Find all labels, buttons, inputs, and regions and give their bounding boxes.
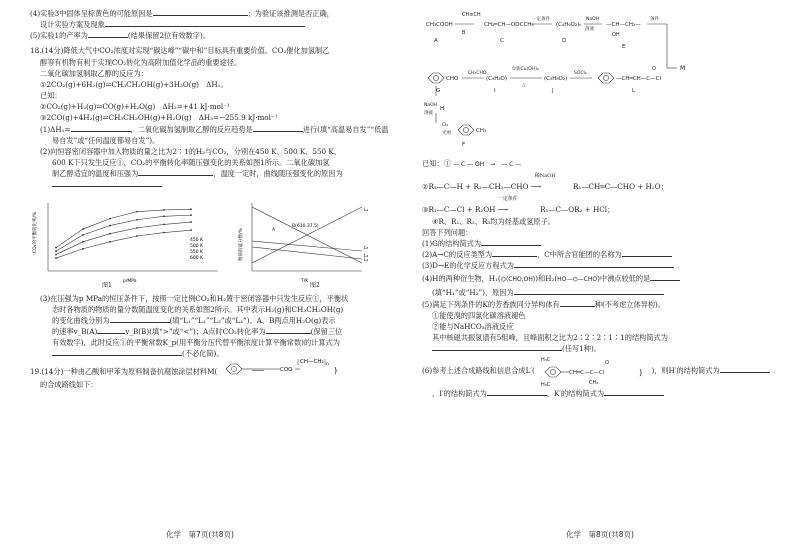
svg-text:(C₄H₆O₂)ₙ: (C₄H₆O₂)ₙ <box>556 22 582 28</box>
fig1-point <box>190 214 192 216</box>
svg-text:CH—CH₂: CH—CH₂ <box>299 359 324 366</box>
q19-4: (4)H的两种衍生物，H₁(⌬(CHO,OH))和H₂(HO—⌬—CHO)中沸点较低的是 <box>422 271 784 287</box>
svg-text:CH₃COOH: CH₃COOH <box>426 22 453 28</box>
svg-text:H₃C: H₃C <box>541 382 551 389</box>
q19-3: (3)D→E的化学反应方程式为 <box>422 260 784 271</box>
svg-text:B: B <box>462 30 466 36</box>
svg-text:一定条件: 一定条件 <box>532 17 550 22</box>
fig1-xlabel: p/MPa <box>123 278 137 284</box>
svg-text:①新Cu(OH)₂: ①新Cu(OH)₂ <box>512 67 539 72</box>
fig1-series-3 <box>56 230 191 258</box>
fig2-curve-label: L₁ <box>364 207 369 213</box>
q19-6c: ，I′的结构简式为 ，K′的结构简式为 <box>422 388 784 399</box>
svg-text:A: A <box>434 38 438 44</box>
q18-p3i: (不必化简)。 <box>30 348 386 359</box>
svg-text:O: O <box>652 66 656 72</box>
fig1-point <box>55 250 57 252</box>
polymer-m-structure <box>220 357 340 379</box>
answer-blank[interactable] <box>88 30 128 38</box>
fig1-point <box>55 257 57 259</box>
fig1-point <box>109 232 111 234</box>
svg-text:E: E <box>622 44 626 50</box>
q18-r3: ③2CO(g)+4H₂(g)⇌CH₃CH₂OH(g)+H₂O(g) ΔH₃=−255.9 kJ·mol⁻¹ <box>40 113 278 123</box>
fig2-curve-label: L₄ <box>364 253 369 259</box>
svg-text:—CH═CH—C—Cl: —CH═CH—C—Cl <box>616 76 661 82</box>
q18-head: 18.(14分)降低大气中CO₂浓度对实现“碳达峰”“碳中和”目标具有重要价值。CO₂催化加氢制乙 <box>30 46 330 56</box>
svg-text:CH₂═CH—OOCCH₃: CH₂═CH—OOCCH₃ <box>484 22 534 28</box>
fig1-point <box>136 210 138 212</box>
svg-text:△: △ <box>522 83 526 88</box>
svg-text:条件: 条件 <box>650 17 659 22</box>
answer-blank[interactable] <box>253 124 303 132</box>
q17-4b: 设计实验方案及现象 <box>30 19 386 30</box>
fig1-point <box>136 235 138 237</box>
svg-text:): ) <box>639 368 643 378</box>
q18-p2b: 600 K下只发生反应①，CO₂的平衡转化率随压强变化的关系如图1所示。二氧化碳加氢 <box>52 158 330 168</box>
q19-1: (1)G的结构简式为 <box>422 238 784 249</box>
answer-blank[interactable] <box>604 388 664 396</box>
fig2-point-b: B(610,37.5) <box>292 223 319 229</box>
fig1-series-2 <box>56 222 191 254</box>
answer-blank[interactable] <box>432 343 562 351</box>
q19-head: 19.(14分)一种由乙酸和甲苯为原料制备抗腐蚀涂层材料M( COO CH—CH₂ n ) <box>30 365 386 379</box>
svg-text:NaOH: NaOH <box>424 103 438 108</box>
page-right <box>400 0 800 551</box>
q17-5: (5)实验1的产率为 (结果保留2位有效数字)。 <box>30 31 210 41</box>
svg-text:): ) <box>333 366 337 376</box>
q19-6: (6)参考上述合成路线和信息合成L′( H₃C H₃C CH═C—C—Cl O CH₃ ) )，则H′的结构简式为 <box>422 354 784 388</box>
fig2-ylabel: 物质的量分数/% <box>239 227 244 261</box>
fig2-curve-label: L₂ <box>364 257 369 263</box>
q18-p1d: 易自发”或“任何温度都易自发”)。 <box>52 135 160 145</box>
fig1-point <box>163 223 165 225</box>
q18-l2: 醇等有机物有利于实现CO₂转化为高附加值化学品的重要途径。 <box>40 57 242 67</box>
svg-text:C: C <box>500 38 504 44</box>
svg-text:(C₉H₈O₂): (C₉H₈O₂) <box>544 76 568 82</box>
q18-p1: (1)ΔH₁= ，二氧化碳加氢制取乙醇的反应趋势是 进行(填“高温易自发”“低温 <box>40 124 389 134</box>
fig1-point <box>163 215 165 217</box>
q19-5d: ②能与NaHCO₃溶液反应 <box>432 321 514 331</box>
svg-text:F: F <box>462 142 466 148</box>
answer-blank[interactable] <box>97 326 125 334</box>
fig1-legend-item: 550 K <box>190 249 203 255</box>
q19-5f: (任写1种)。 <box>422 343 784 354</box>
svg-text:M: M <box>680 65 686 72</box>
q19-l2: 的合成路线如下： <box>40 380 98 390</box>
fig2-point-a: A <box>272 227 276 233</box>
known-3: ③R₁—C—Cl + R₂OH 一定条件 ⟶ R₁—C—OR₂ + HCl； <box>422 196 615 215</box>
fig2-series-3 <box>252 247 362 259</box>
q19-5: (5)满足下列条件的K的芳香族同分异构体有 种(不考虑立体异构)。 <box>422 299 666 309</box>
svg-text:CH₃: CH₃ <box>476 128 487 134</box>
answer-blank[interactable] <box>71 124 131 132</box>
fig2-caption: 图2 <box>310 281 320 289</box>
answer-blank[interactable] <box>560 299 595 307</box>
q18-r2: ②CO₂(g)+H₂(g)⇌CO(g)+H₂O(g) ΔH₂=+41 kJ·mol⁻¹ <box>40 102 230 112</box>
q18-p3h: 有效数字)，此时反应①的平衡常数K_p(用平衡分压代替平衡浓度计算平衡常数)的计算式为 <box>52 338 340 348</box>
svg-text:I: I <box>494 88 496 94</box>
fig1-point <box>109 240 111 242</box>
page-footer-right: 化学 第8页(共8页) <box>566 530 634 540</box>
answer-blank[interactable] <box>105 19 305 27</box>
fig1-point <box>163 209 165 211</box>
q18-known: 已知： <box>40 91 62 101</box>
answer-blank[interactable] <box>622 249 672 257</box>
q19-5c: ①能使溴的四氯化碳溶液褪色 <box>432 310 526 320</box>
fig1-series-1 <box>56 215 191 251</box>
fig1-legend-item: 600 K <box>190 255 203 261</box>
fig1-caption: 图1 <box>102 281 112 289</box>
answer-blank[interactable] <box>110 315 170 323</box>
q19-5e: 其中核磁共振氢谱有5组峰，且峰面积之比为2∶2∶2∶1∶1的结构简式为 <box>432 333 668 343</box>
fig1-chart <box>30 193 380 293</box>
answer-blank[interactable] <box>514 287 664 295</box>
q19-2: (2)A→C的反应类型为 ，C中所含官能团的名称为 <box>422 249 784 260</box>
answer-blank[interactable] <box>650 273 680 281</box>
svg-text:COO: COO <box>279 367 293 374</box>
fig1-series-0 <box>56 209 191 247</box>
svg-text:—CH—CH₂—: —CH—CH₂— <box>606 22 641 28</box>
answer-blank[interactable] <box>52 179 162 187</box>
svg-text:OH: OH <box>612 32 620 38</box>
svg-text:O: O <box>605 360 610 367</box>
fig1-point <box>163 231 165 233</box>
svg-text:溶液: 溶液 <box>424 111 433 116</box>
fig1-point <box>82 233 84 235</box>
fig2-xlabel: T/K <box>301 278 309 284</box>
svg-text:CHO: CHO <box>446 76 459 82</box>
page-footer-left: 化学 第7页(共8页) <box>166 530 234 540</box>
q18-r1: ①2CO₂(g)+6H₂(g)⇌CH₃CH₂OH(g)+3H₂O(g) ΔH₁。 <box>40 79 228 89</box>
svg-text:溶液: 溶液 <box>585 27 594 32</box>
svg-text:J: J <box>552 88 554 94</box>
answer-blank[interactable] <box>481 238 541 246</box>
q18-p3a: (3)在压强为p MPa的恒压条件下，按照一定比例CO₂和H₂置于密闭容器中只发生反应①，平衡状 <box>40 293 349 303</box>
q18-p2e <box>30 179 386 190</box>
fig1-point <box>82 247 84 249</box>
fig1-point <box>55 253 57 255</box>
answer-blank[interactable] <box>266 326 311 334</box>
q18-l3: 二氧化碳加氢制取乙醇的反应为： <box>40 68 148 78</box>
fig2-series-2 <box>252 241 362 251</box>
svg-text:Cl₂: Cl₂ <box>442 123 449 128</box>
fig1-point <box>136 226 138 228</box>
svg-text:(C₉H₈O): (C₉H₈O) <box>486 76 508 82</box>
answer-blank[interactable] <box>487 388 547 396</box>
svg-text:L: L <box>632 88 636 94</box>
fig1-point <box>55 246 57 248</box>
fig1-point <box>109 217 111 219</box>
answer-blank[interactable] <box>492 249 537 257</box>
figures-row <box>30 193 386 293</box>
svg-text:G: G <box>436 88 441 94</box>
q18-p3c: 的变化曲线分别为 (填“L₁”“L₂”“L₃”或“L₄”)。A、B两点用H₂O(g)表示 <box>52 315 336 325</box>
answer-blank[interactable] <box>52 348 182 356</box>
svg-text:n: n <box>325 362 329 368</box>
svg-text:光照: 光照 <box>442 131 451 136</box>
synthesis-scheme <box>422 8 792 158</box>
target-l-structure <box>537 355 649 387</box>
svg-text:CH₃: CH₃ <box>589 380 599 387</box>
answer-blank[interactable] <box>153 8 248 16</box>
fig1-point <box>190 208 192 210</box>
fig1-point <box>136 218 138 220</box>
fig1-point <box>82 228 84 230</box>
q18-p2a: (2)向恒容密闭容器中加入物质的量之比为2∶1的H₂与CO₂，分别在450 K、500 K、550 K、 <box>40 146 341 156</box>
svg-text:SOCl₂: SOCl₂ <box>574 71 587 76</box>
q18-p3e: 的速率v_B(A) v_B(B)(填“>”或“<”)；A点时CO₂转化率为 (保留三位 <box>52 326 343 336</box>
answer-blank[interactable] <box>720 365 770 373</box>
fig1-legend-item: 450 K <box>190 237 203 243</box>
svg-text:CH₃CHO: CH₃CHO <box>468 71 487 76</box>
fig1-ylabel: CO₂的平衡转化率/% <box>33 211 38 253</box>
svg-text:CH≡CH: CH≡CH <box>462 12 481 18</box>
q17-4: (4)实验3中固体呈棕黄色的可能原因是 ；为验证该推测是否正确， <box>30 9 334 18</box>
answer-blank[interactable] <box>514 260 674 268</box>
known-2: ②R₁—C—H + R₂—CH₂—CHO 稀NaOH ⟶ R₁—CH═C—CHO + H₂O； <box>422 173 668 192</box>
svg-text:H₃C: H₃C <box>541 357 551 364</box>
svg-text:H: H <box>440 106 445 112</box>
svg-text:D: D <box>562 38 567 44</box>
known-4: ④R、R₁、R₂、R₃均为烃基或氢原子。 <box>432 216 555 226</box>
answer-blank[interactable] <box>138 168 213 176</box>
fig1-point <box>190 221 192 223</box>
known-1: 已知：① — C — OH → — C — <box>422 159 522 168</box>
q18-p2c: 制乙醇适宜的温度和压强为 ，温度一定时，曲线随压强变化的原因为 <box>52 169 343 179</box>
q18-p3b: 态时各物质的物质的量分数随温度变化的关系如图2所示。其中表示H₂(g)和CH₃CH₂OH(g) <box>52 304 344 314</box>
q19-4d: (填“H₁”或“H₂”)，原因为 <box>422 287 784 298</box>
fig1-point <box>82 240 84 242</box>
answer-heading: 回答下列问题： <box>422 227 473 237</box>
fig1-legend-item: 500 K <box>190 243 203 249</box>
fig1-point <box>109 224 111 226</box>
fig1-point <box>190 229 192 231</box>
svg-text:CH═C—C—Cl: CH═C—C—Cl <box>569 370 605 377</box>
svg-text:NaOH: NaOH <box>586 17 600 22</box>
fig2-curve-label: L₃ <box>364 245 369 251</box>
